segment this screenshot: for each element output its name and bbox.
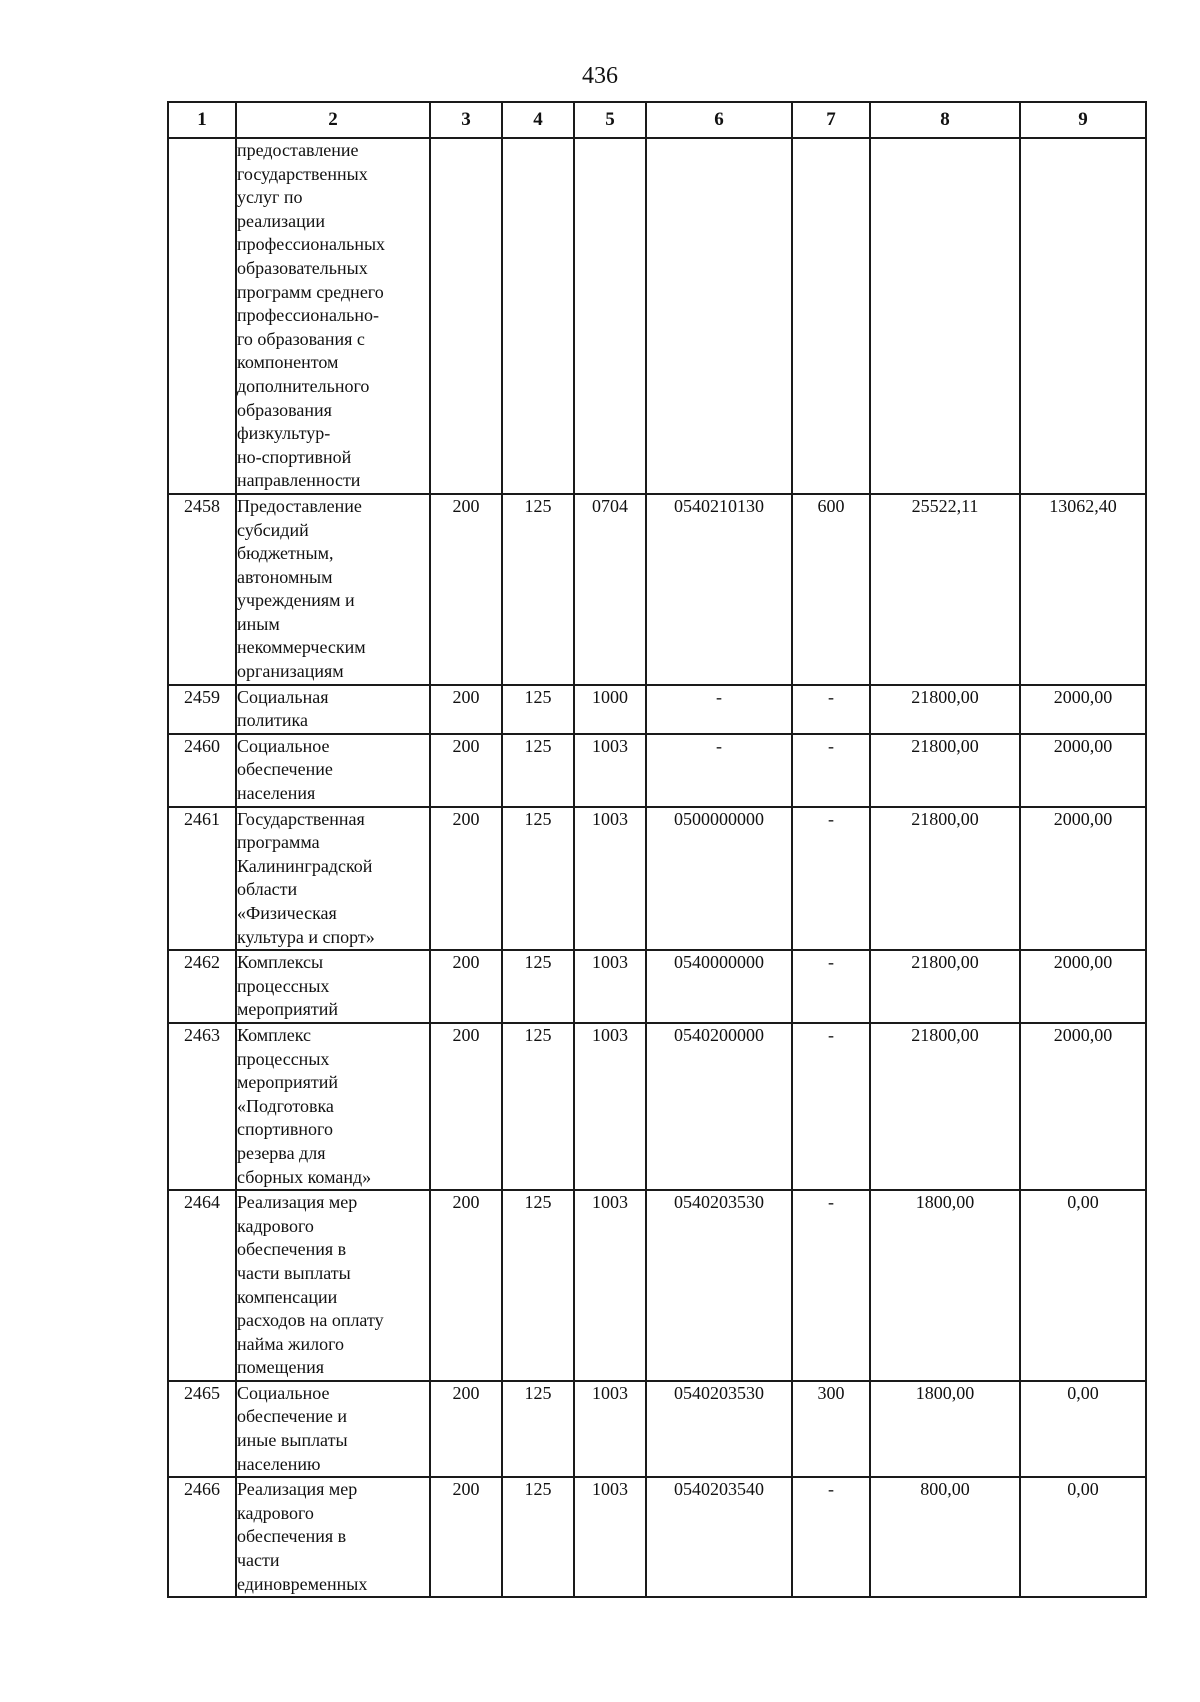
section-code-cell: 0704	[574, 494, 646, 685]
amount-cell-8: 21800,00	[870, 1023, 1020, 1190]
description-line: спортивного	[237, 1119, 333, 1140]
amount-cell-9: 13062,40	[1020, 494, 1146, 685]
section-code-cell: 1003	[574, 1477, 646, 1597]
description-line: области	[237, 879, 298, 900]
department-code-cell: 125	[502, 734, 574, 807]
row-description-cell	[236, 685, 430, 734]
description-line: культура и спорт»	[237, 926, 375, 947]
section-code-cell: 1003	[574, 950, 646, 1023]
admin-code-cell: 200	[430, 1190, 502, 1381]
description-line: предоставление	[237, 140, 359, 160]
admin-code-cell: 200	[430, 734, 502, 807]
description-line: населению	[237, 1453, 321, 1474]
budget-table	[167, 101, 1147, 1598]
target-article-cell: 0540000000	[646, 950, 792, 1023]
amount-cell-8: 1800,00	[870, 1381, 1020, 1477]
expense-type-cell: -	[792, 734, 870, 807]
description-line: помещения	[237, 1357, 325, 1378]
admin-code-cell: 200	[430, 494, 502, 685]
expense-type-cell: -	[792, 1023, 870, 1190]
description-line: «Подготовка	[237, 1095, 334, 1116]
description-line: но-спортивной	[237, 446, 352, 467]
description-line: расходов на оплату	[237, 1310, 384, 1331]
table-header-row	[168, 102, 1146, 138]
expense-type-cell	[792, 138, 870, 494]
admin-code-cell	[430, 138, 502, 494]
table-row	[168, 1477, 1146, 1597]
description-line: дополнительного	[237, 375, 370, 396]
department-code-cell: 125	[502, 685, 574, 734]
amount-cell-9: 2000,00	[1020, 1023, 1146, 1190]
description-line: компонентом	[237, 352, 339, 373]
description-line: обеспечение и	[237, 1406, 347, 1427]
expense-type-cell: -	[792, 950, 870, 1023]
amount-cell-8: 21800,00	[870, 950, 1020, 1023]
row-number-cell: 2461	[168, 807, 236, 951]
description-line: части	[237, 1550, 280, 1571]
description-line: обеспечения в	[237, 1239, 347, 1260]
section-code-cell: 1003	[574, 1023, 646, 1190]
description-line: профессионально-	[237, 305, 379, 326]
description-line: государственных	[237, 163, 368, 184]
description-line: мероприятий	[237, 1072, 339, 1093]
description-line: иные выплаты	[237, 1430, 348, 1451]
description-line: процессных	[237, 1048, 330, 1069]
description-line: единовременных	[237, 1573, 368, 1594]
row-description-cell	[236, 1190, 430, 1381]
description-line: Калининградской	[237, 855, 373, 876]
expense-type-cell: 600	[792, 494, 870, 685]
description-line: направленности	[237, 470, 361, 491]
description-line: услуг по	[237, 187, 303, 208]
row-description-cell	[236, 1023, 430, 1190]
amount-cell-9: 2000,00	[1020, 950, 1146, 1023]
row-number-cell: 2460	[168, 734, 236, 807]
row-number-cell	[168, 138, 236, 494]
description-line: Комплексы	[237, 952, 324, 973]
table-row	[168, 1190, 1146, 1381]
description-line: го образования с	[237, 328, 365, 349]
table-row	[168, 734, 1146, 807]
description-line: Реализация мер	[237, 1192, 358, 1213]
table-row	[168, 138, 1146, 494]
description-line: образования	[237, 399, 332, 420]
table-row	[168, 685, 1146, 734]
row-number-cell: 2465	[168, 1381, 236, 1477]
description-line: Государственная	[237, 808, 365, 829]
amount-cell-8: 21800,00	[870, 685, 1020, 734]
admin-code-cell: 200	[430, 1023, 502, 1190]
row-number-cell: 2463	[168, 1023, 236, 1190]
target-article-cell: 0500000000	[646, 807, 792, 951]
description-line: Реализация мер	[237, 1479, 358, 1500]
page-number: 436	[582, 63, 618, 89]
amount-cell-9: 2000,00	[1020, 807, 1146, 951]
amount-cell-9: 2000,00	[1020, 685, 1146, 734]
section-code-cell: 1003	[574, 1190, 646, 1381]
amount-cell-8: 21800,00	[870, 734, 1020, 807]
amount-cell-8	[870, 138, 1020, 494]
description-line: Комплекс	[237, 1024, 312, 1045]
amount-cell-9: 0,00	[1020, 1477, 1146, 1597]
amount-cell-8: 25522,11	[870, 494, 1020, 685]
description-line: обеспечения в	[237, 1526, 347, 1547]
row-description-cell	[236, 1477, 430, 1597]
description-line: автономным	[237, 566, 333, 587]
table-row	[168, 1381, 1146, 1477]
row-description-cell	[236, 950, 430, 1023]
admin-code-cell: 200	[430, 1381, 502, 1477]
column-header: 2	[236, 102, 430, 138]
target-article-cell: 0540200000	[646, 1023, 792, 1190]
description-line: «Физическая	[237, 903, 337, 923]
table-row	[168, 1023, 1146, 1190]
row-description-cell	[236, 734, 430, 807]
description-line: физкультур-	[237, 423, 331, 444]
section-code-cell: 1003	[574, 734, 646, 807]
description-line: найма жилого	[237, 1333, 344, 1354]
description-line: образовательных	[237, 257, 368, 278]
row-description-cell	[236, 1381, 430, 1477]
column-header: 3	[430, 102, 502, 138]
description-line: Социальная	[237, 686, 329, 707]
description-line: мероприятий	[237, 999, 339, 1020]
target-article-cell: -	[646, 685, 792, 734]
target-article-cell: 0540203540	[646, 1477, 792, 1597]
admin-code-cell: 200	[430, 685, 502, 734]
department-code-cell: 125	[502, 807, 574, 951]
description-line: некоммерческим	[237, 637, 366, 658]
description-line: населения	[237, 783, 316, 804]
row-number-cell: 2464	[168, 1190, 236, 1381]
department-code-cell: 125	[502, 950, 574, 1023]
column-header: 7	[792, 102, 870, 138]
table-row	[168, 494, 1146, 685]
department-code-cell: 125	[502, 494, 574, 685]
amount-cell-8: 21800,00	[870, 807, 1020, 951]
target-article-cell: 0540203530	[646, 1190, 792, 1381]
row-number-cell: 2466	[168, 1477, 236, 1597]
department-code-cell	[502, 138, 574, 494]
table-body	[168, 138, 1146, 1597]
description-line: организациям	[237, 661, 344, 682]
admin-code-cell: 200	[430, 1477, 502, 1597]
amount-cell-9: 0,00	[1020, 1190, 1146, 1381]
description-line: Социальное	[237, 1382, 330, 1403]
row-description-cell	[236, 138, 430, 494]
description-line: сборных команд»	[237, 1166, 372, 1187]
admin-code-cell: 200	[430, 807, 502, 951]
expense-type-cell: -	[792, 807, 870, 951]
description-line: кадрового	[237, 1215, 314, 1236]
description-line: реализации	[237, 210, 325, 231]
column-header: 8	[870, 102, 1020, 138]
column-header: 9	[1020, 102, 1146, 138]
section-code-cell	[574, 138, 646, 494]
department-code-cell: 125	[502, 1190, 574, 1381]
column-header: 1	[168, 102, 236, 138]
description-line: профессиональных	[237, 234, 386, 255]
target-article-cell: -	[646, 734, 792, 807]
table-row	[168, 807, 1146, 951]
expense-type-cell: -	[792, 685, 870, 734]
section-code-cell: 1000	[574, 685, 646, 734]
section-code-cell: 1003	[574, 1381, 646, 1477]
target-article-cell: 0540203530	[646, 1381, 792, 1477]
amount-cell-9: 0,00	[1020, 1381, 1146, 1477]
description-line: программ среднего	[237, 281, 384, 302]
column-header: 5	[574, 102, 646, 138]
amount-cell-9: 2000,00	[1020, 734, 1146, 807]
expense-type-cell: -	[792, 1190, 870, 1381]
description-line: части выплаты	[237, 1262, 351, 1283]
column-header: 4	[502, 102, 574, 138]
row-description-cell	[236, 494, 430, 685]
department-code-cell: 125	[502, 1023, 574, 1190]
description-line: субсидий	[237, 519, 309, 540]
department-code-cell: 125	[502, 1381, 574, 1477]
section-code-cell: 1003	[574, 807, 646, 951]
expense-type-cell: -	[792, 1477, 870, 1597]
column-header: 6	[646, 102, 792, 138]
description-line: Предоставление	[237, 495, 362, 516]
row-number-cell: 2458	[168, 494, 236, 685]
target-article-cell: 0540210130	[646, 494, 792, 685]
row-number-cell: 2459	[168, 685, 236, 734]
row-description-cell	[236, 807, 430, 951]
description-line: программа	[237, 832, 320, 853]
description-line: иным	[237, 613, 280, 634]
row-number-cell: 2462	[168, 950, 236, 1023]
description-line: учреждениям и	[237, 590, 355, 611]
description-line: обеспечение	[237, 759, 333, 780]
description-line: компенсации	[237, 1286, 338, 1307]
target-article-cell	[646, 138, 792, 494]
amount-cell-9	[1020, 138, 1146, 494]
description-line: кадрового	[237, 1502, 314, 1523]
description-line: процессных	[237, 975, 330, 996]
description-line: Социальное	[237, 735, 330, 756]
department-code-cell: 125	[502, 1477, 574, 1597]
amount-cell-8: 1800,00	[870, 1190, 1020, 1381]
admin-code-cell: 200	[430, 950, 502, 1023]
description-line: политика	[237, 710, 308, 731]
amount-cell-8: 800,00	[870, 1477, 1020, 1597]
table-row	[168, 950, 1146, 1023]
expense-type-cell: 300	[792, 1381, 870, 1477]
description-line: резерва для	[237, 1142, 326, 1163]
description-line: бюджетным,	[237, 543, 334, 564]
